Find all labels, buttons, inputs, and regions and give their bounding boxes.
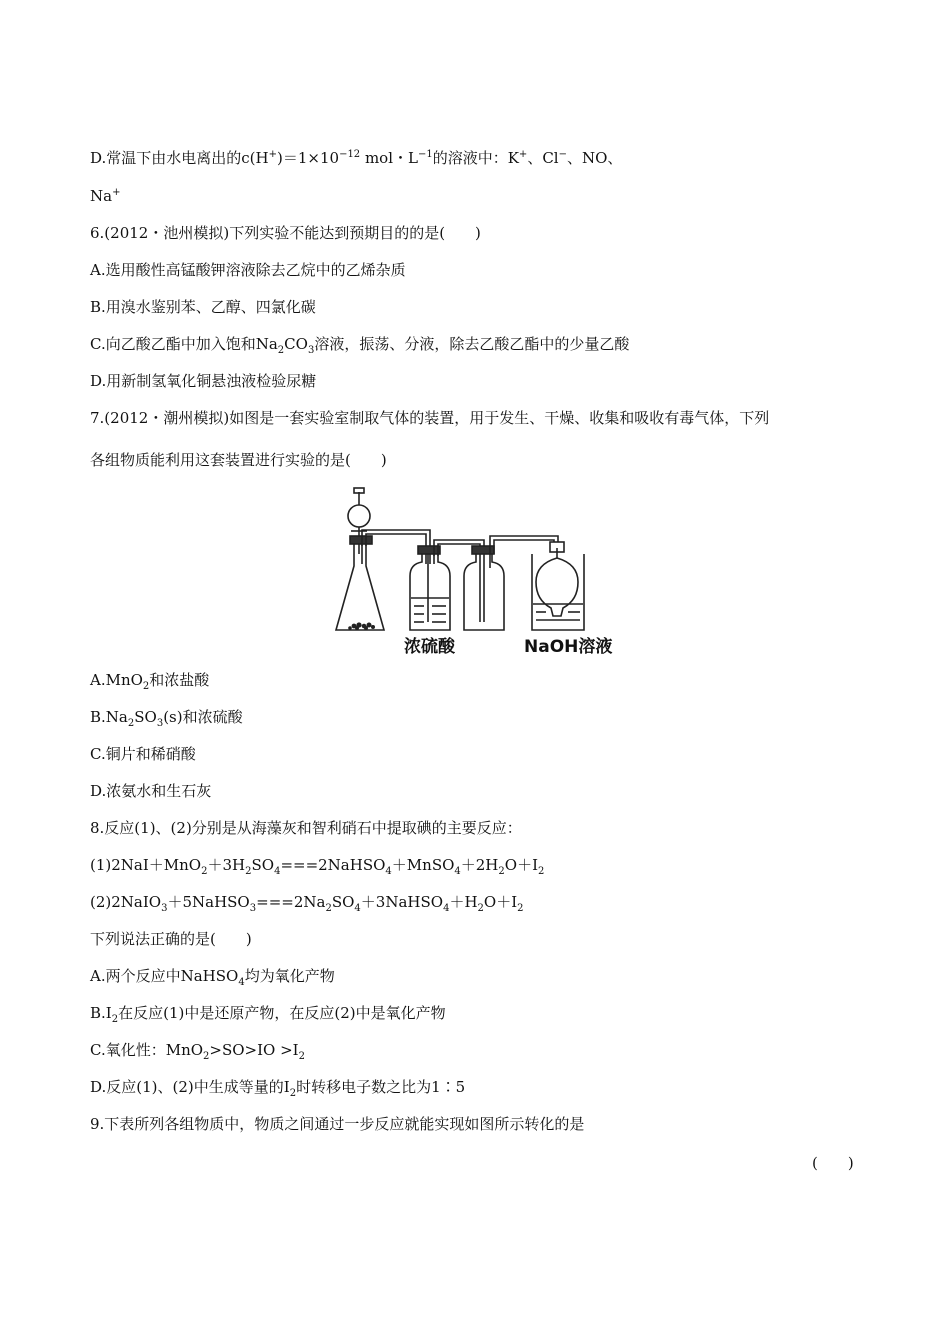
q8-reaction-2: $(2)2NaIO_3+5NaHSO_3===2Na_2SO_4+3NaHSO_4+H_2O+I_2$	[90, 893, 524, 914]
q8-option-b: $B.I_2$在反应(1)中是还原产物，在反应(2)中是氧化产物	[90, 1004, 446, 1025]
q8-reaction-1: $(1)2NaI+MnO_2+3H_2SO_4===2NaHSO_4+MnSO_4+2H_2O+I_2$	[90, 856, 545, 877]
erlenmeyer-flask	[336, 544, 384, 630]
q7-option-a: A.MnO$_2$和浓盐酸	[90, 671, 210, 692]
q7-option-d: D.浓氨水和生石灰	[90, 782, 212, 800]
q6-option-c: C.向乙酸乙酯中加入饱和$Na_2CO_3$溶液，振荡、分液，除去乙酸乙酯中的少量乙酸	[90, 335, 630, 356]
q5-option-d: D.常温下由水电离出的$c(H^+)=1\times 10^{-12}$ mol・$L^{-1}$的溶液中：K+、Cl−、NO、	[90, 149, 623, 167]
q6-option-d: D.用新制氢氧化铜悬浊液检验尿糖	[90, 372, 317, 390]
separatory-funnel-bulb	[348, 505, 370, 527]
q6-option-b: B.用溴水鉴别苯、乙醇、四氯化碳	[90, 298, 316, 316]
question-9-stem: 9.下表所列各组物质中，物质之间通过一步反应就能实现如图所示转化的是	[90, 1115, 585, 1133]
q8-option-c: C.氧化性：$MnO_2>SO>IO >I_2$	[90, 1041, 305, 1062]
label-concentrated-sulfuric-acid: 浓硫酸	[404, 637, 455, 657]
inverted-funnel	[536, 558, 578, 616]
wash-bottle	[410, 554, 450, 630]
question-7-stem-line1: 7.(2012・潮州模拟)如图是一套实验室制取气体的装置，用于发生、干燥、收集和吸收有毒气体，下列	[90, 409, 770, 427]
q8-prompt: 下列说法正确的是( )	[90, 930, 252, 948]
label-naoh-solution: NaOH溶液	[524, 637, 613, 657]
q7-option-c: C.铜片和稀硝酸	[90, 745, 196, 763]
question-6-stem: 6.(2012・池州模拟)下列实验不能达到预期目的的是( )	[90, 224, 481, 242]
q7-option-b: $B.Na_2SO_3(s)$和浓硫酸	[90, 708, 243, 729]
answer-parenthesis: ( )	[812, 1154, 854, 1172]
question-7-stem-line2: 各组物质能利用这套装置进行实验的是( )	[90, 451, 387, 469]
gas-apparatus-figure	[332, 484, 620, 656]
q6-option-a: A.选用酸性高锰酸钾溶液除去乙烷中的乙烯杂质	[90, 261, 406, 279]
q8-option-d: D.反应(1)、(2)中生成等量的$I_2$时转移电子数之比为1∶5	[90, 1078, 466, 1099]
question-8-stem: 8.反应(1)、(2)分别是从海藻灰和智利硝石中提取碘的主要反应：	[90, 819, 522, 837]
q8-option-a: A.两个反应中NaHSO$_4$均为氧化产物	[90, 967, 335, 988]
q5-option-d-continued: Na+	[90, 187, 121, 205]
